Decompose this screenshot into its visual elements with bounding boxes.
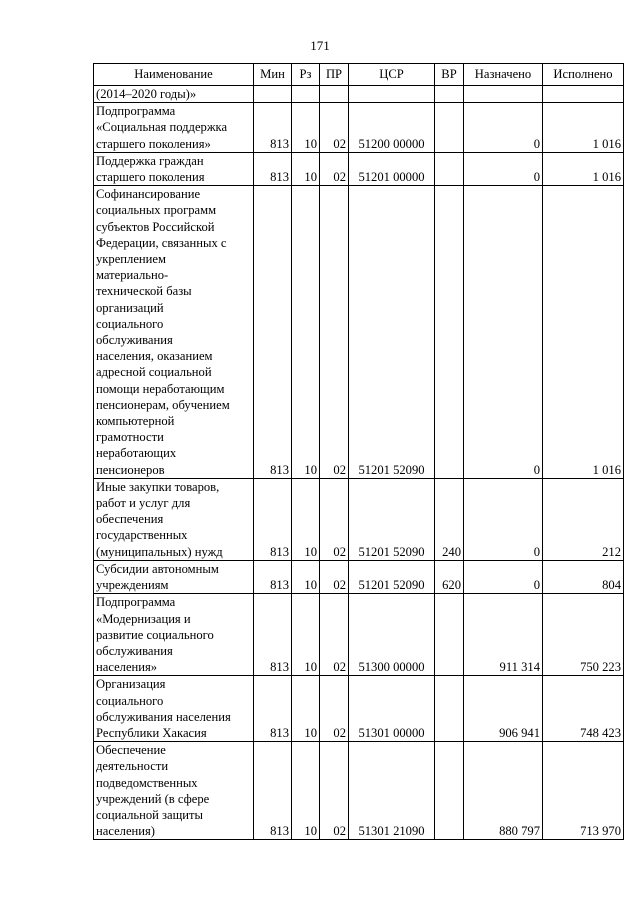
row-vr [435,86,464,103]
row-min: 813 [254,186,292,479]
row-pr [320,86,349,103]
row-rz: 10 [292,676,320,742]
row-name: Обеспечение деятельности подведомственных учреждений (в сфере социальной защиты населения) [94,742,254,840]
row-csr: 51201 52090 [349,478,435,560]
row-rz: 10 [292,186,320,479]
table-row [94,676,624,742]
row-rz [292,86,320,103]
row-csr: 51300 00000 [349,594,435,676]
row-assigned [464,86,543,103]
row-vr [435,742,464,840]
table-row [94,742,624,840]
row-name: Софинансирование социальных программ субъектов Российской Федерации, связанных с укреплением материально- технической базы организаций социального обслуживания населения, оказанием адресной социальной помощи неработающим пенсионерам, обучением компьютерной грамотности неработающих пенсионеров [94,186,254,479]
header-rz: Рз [292,64,320,86]
row-pr: 02 [320,560,349,593]
row-executed: 750 223 [543,594,624,676]
row-pr: 02 [320,676,349,742]
header-csr: ЦСР [349,64,435,86]
header-pr: ПР [320,64,349,86]
row-rz: 10 [292,478,320,560]
header-vr: ВР [435,64,464,86]
row-name: Организация социального обслуживания населения Республики Хакасия [94,676,254,742]
row-vr [435,676,464,742]
row-pr: 02 [320,103,349,153]
header-min: Мин [254,64,292,86]
row-csr: 51301 21090 [349,742,435,840]
row-name: Субсидии автономным учреждениям [94,560,254,593]
row-pr: 02 [320,152,349,185]
row-rz: 10 [292,594,320,676]
row-pr: 02 [320,742,349,840]
row-min: 813 [254,594,292,676]
header-assigned: Назначено [464,64,543,86]
row-csr: 51201 52090 [349,560,435,593]
row-min: 813 [254,103,292,153]
row-min [254,86,292,103]
row-csr: 51201 52090 [349,186,435,479]
row-vr: 620 [435,560,464,593]
table-row [94,186,624,479]
row-name: Подпрограмма «Социальная поддержка старшего поколения» [94,103,254,153]
row-min: 813 [254,478,292,560]
row-vr [435,594,464,676]
row-name: Поддержка граждан старшего поколения [94,152,254,185]
row-min: 813 [254,560,292,593]
row-executed: 713 970 [543,742,624,840]
table-header-row [94,64,624,86]
row-min: 813 [254,742,292,840]
row-vr [435,152,464,185]
table-row [94,478,624,560]
row-executed: 804 [543,560,624,593]
page-number: 171 [310,38,330,53]
row-executed: 212 [543,478,624,560]
row-pr: 02 [320,478,349,560]
row-assigned: 911 314 [464,594,543,676]
row-executed: 1 016 [543,186,624,479]
row-assigned: 0 [464,478,543,560]
row-rz: 10 [292,742,320,840]
row-executed [543,86,624,103]
budget-table [93,63,624,840]
row-assigned: 0 [464,152,543,185]
row-vr: 240 [435,478,464,560]
row-assigned: 0 [464,103,543,153]
row-rz: 10 [292,560,320,593]
row-rz: 10 [292,152,320,185]
row-csr [349,86,435,103]
row-rz: 10 [292,103,320,153]
table-row [94,152,624,185]
table-row [94,103,624,153]
header-executed: Исполнено [543,64,624,86]
table-row [94,86,624,103]
row-csr: 51201 00000 [349,152,435,185]
row-csr: 51200 00000 [349,103,435,153]
row-pr: 02 [320,186,349,479]
table-row [94,560,624,593]
row-vr [435,103,464,153]
table-row [94,594,624,676]
row-assigned: 0 [464,560,543,593]
row-vr [435,186,464,479]
row-name: Иные закупки товаров, работ и услуг для обеспечения государственных (муниципальных) нужд [94,478,254,560]
row-name: (2014–2020 годы)» [94,86,254,103]
row-pr: 02 [320,594,349,676]
row-min: 813 [254,676,292,742]
header-name: Наименование [94,64,254,86]
row-executed: 748 423 [543,676,624,742]
row-executed: 1 016 [543,152,624,185]
row-assigned: 0 [464,186,543,479]
row-assigned: 880 797 [464,742,543,840]
row-name: Подпрограмма «Модернизация и развитие социального обслуживания населения» [94,594,254,676]
row-min: 813 [254,152,292,185]
row-executed: 1 016 [543,103,624,153]
row-csr: 51301 00000 [349,676,435,742]
row-assigned: 906 941 [464,676,543,742]
